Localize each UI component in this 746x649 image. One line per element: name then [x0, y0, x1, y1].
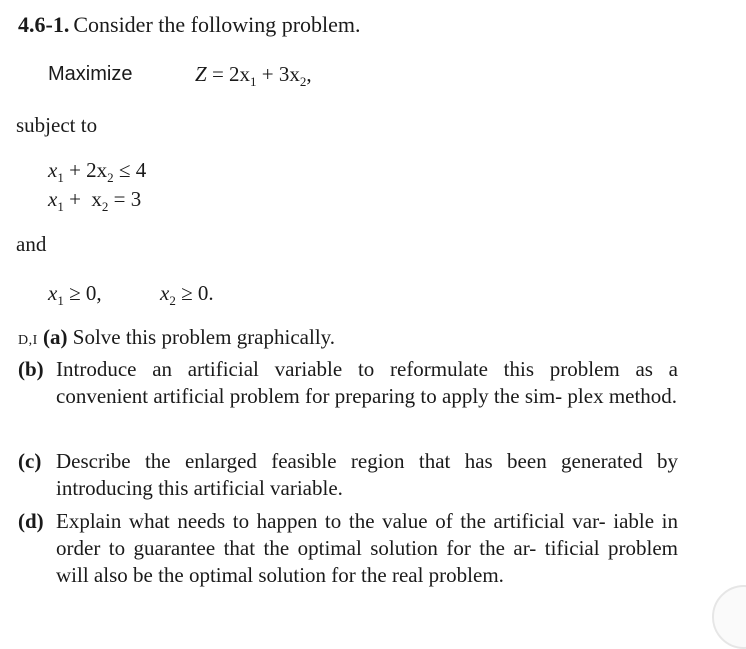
subject-to-label: subject to [16, 113, 98, 137]
part-d-label: (d) [18, 509, 44, 533]
part-c [18, 448, 678, 502]
part-d [18, 508, 678, 589]
part-c-text: Describe the enlarged feasible region that has been generated by introducing this artificial variable. [56, 449, 678, 500]
part-a-text: Solve this problem graphically. [72, 325, 336, 349]
part-a-prefix: D,I [18, 333, 38, 348]
part-c-label: (c) [18, 449, 42, 473]
nonneg-x2: $x_2 \ge 0$. [160, 281, 214, 308]
constraint-1: $x_1 + 2x_2 \le 4$ [48, 158, 147, 185]
problem-intro: Consider the following problem. [73, 12, 361, 37]
constraint-2: $x_1 + x_2 = 3$ [48, 187, 142, 214]
problem-heading [18, 12, 361, 38]
part-b-label: (b) [18, 357, 44, 381]
problem-number: 4.6-1. [18, 12, 70, 37]
nonneg-x1: $x_1 \ge 0$, [48, 281, 102, 308]
part-d-text: Explain what needs to happen to the value of the artificial var- iable in order to guarantee that the optimal solution for the ar- tificial problem will also be the optimal solution for the real problem. [56, 509, 678, 587]
part-a-label: (a) [43, 325, 68, 349]
objective-function: $Z = 2x_1 + 3x_2$, [195, 62, 312, 89]
maximize-label: Maximize [48, 63, 133, 85]
part-a [18, 325, 335, 350]
part-b [18, 356, 678, 410]
and-label: and [16, 232, 47, 256]
objective-lhs: Z [195, 62, 207, 86]
part-b-text: Introduce an artificial variable to reformulate this problem as a convenient artificial problem for preparing to apply the sim- plex method. [56, 357, 678, 408]
page-curl-decoration [712, 585, 746, 649]
